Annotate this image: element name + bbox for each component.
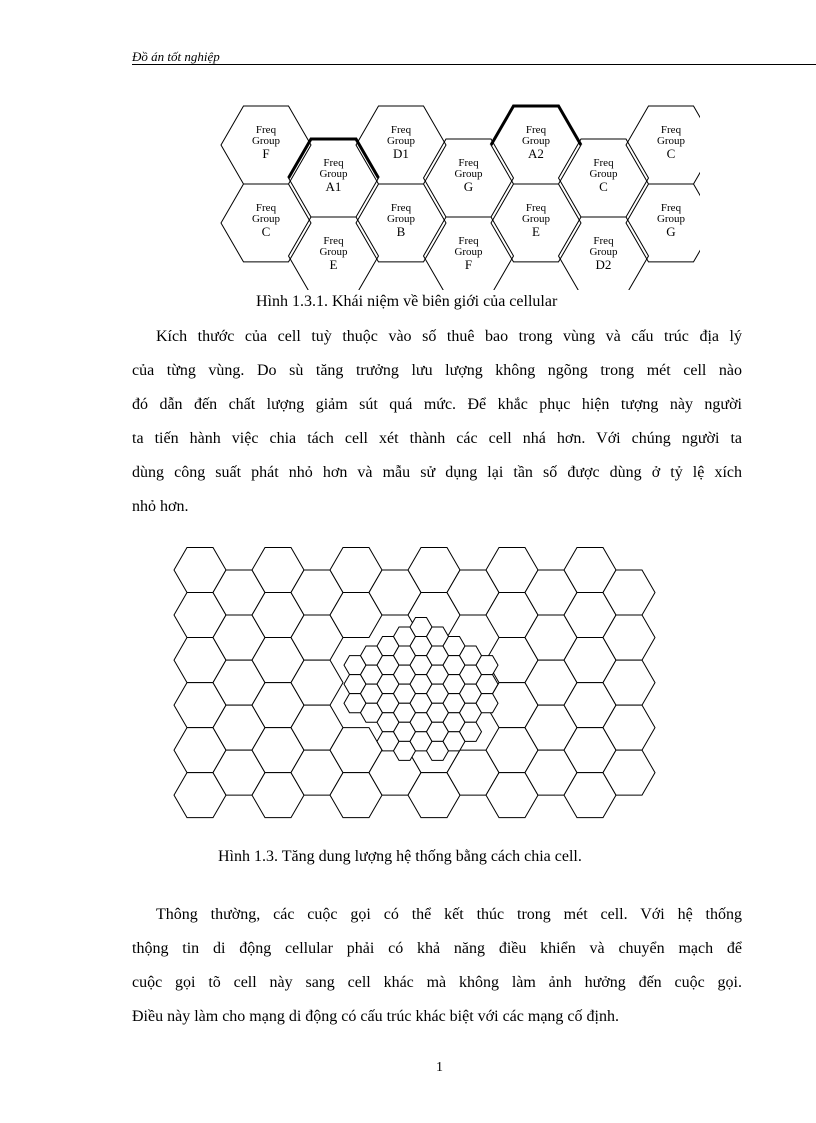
group-label: Group: [319, 245, 348, 258]
group-label: Group: [319, 168, 348, 180]
paragraph-2-line: cuộc gọi tõ cell này sang cell khác mà không làm ảnh hưởng đến cuộc gọi.: [132, 974, 742, 991]
group-label: Group: [589, 168, 618, 180]
paragraph-1-line: ta tiến hành việc chia tách cell xét thành các cell nhá hơn. Với chúng người ta: [132, 430, 742, 447]
group-id-label: F: [464, 256, 473, 272]
paragraph-2-line: Điều này làm cho mạng di động có cấu trúc khác biệt với các mạng cố định.: [132, 1008, 619, 1025]
paragraph-2-line: Thông thường, các cuộc gọi có thể kết thúc trong mét cell. Với hệ thống: [156, 906, 742, 923]
freq-group-cell: [491, 106, 581, 184]
freq-group-cell: [289, 139, 379, 217]
page-number: 1: [436, 1060, 443, 1075]
freq-label: Freq: [458, 157, 479, 169]
group-id-label: A2: [528, 146, 544, 161]
freq-group-cell: [221, 184, 311, 262]
paragraph-1: [132, 320, 742, 524]
freq-label: Freq: [660, 124, 682, 136]
group-label: Group: [251, 135, 281, 147]
group-id-label: C: [261, 223, 271, 239]
freq-label: Freq: [660, 201, 682, 214]
group-id-label: B: [396, 223, 406, 239]
freq-group-cell: [424, 217, 514, 290]
group-label: Group: [521, 212, 551, 225]
group-id-label: A1: [325, 179, 342, 194]
small-hex-cell: [460, 722, 482, 741]
group-id-label: F: [262, 146, 270, 161]
small-hex-cell: [476, 694, 498, 713]
cell-splitting-hex-diagram: [160, 535, 680, 835]
freq-label: Freq: [390, 201, 412, 214]
freq-group-cell: [559, 139, 649, 217]
freq-group-cell: [424, 139, 514, 217]
small-hex-cell: [476, 675, 498, 694]
freq-group-cell: [356, 184, 446, 262]
figure2-caption: Hình 1.3. Tăng dung lượng hệ thống bằng cách chia cell.: [218, 848, 582, 865]
freq-label: Freq: [458, 234, 479, 247]
group-label: Group: [454, 168, 483, 180]
document-header-title: Đồ án tốt nghiệp: [132, 49, 220, 64]
paragraph-1-line: đó dẫn đến chất lượng giảm sút quá mức. Để khắc phục hiện tượng này người: [132, 396, 742, 413]
paragraph-2-line: thộng tin di động cellular phải có khả năng điều khiển và chuyển mạch để: [132, 940, 742, 957]
freq-label: Freq: [525, 201, 547, 214]
freq-group-cell: [356, 106, 446, 184]
group-id-label: C: [666, 146, 676, 161]
group-label: Group: [386, 212, 416, 225]
paragraph-2: [132, 898, 742, 1034]
group-id-label: E: [532, 223, 540, 239]
freq-group-cell: [626, 184, 700, 262]
group-label: Group: [454, 245, 483, 258]
group-id-label: G: [463, 179, 474, 194]
group-id-label: C: [599, 179, 608, 194]
paragraph-1-line: của từng vùng. Do sù tăng trưởng lưu lượng không ngõng trong mét cell nào: [132, 362, 742, 379]
group-id-label: D2: [595, 256, 612, 272]
freq-label: Freq: [525, 124, 547, 136]
freq-group-cell: [221, 106, 311, 184]
freq-group-cell: [289, 217, 379, 290]
group-label: Group: [656, 135, 686, 147]
group-id-label: E: [329, 256, 338, 272]
freq-label: Freq: [593, 157, 614, 169]
paragraph-1-line: nhỏ hơn.: [132, 498, 189, 515]
group-label: Group: [656, 212, 686, 225]
small-hex-cell: [476, 656, 498, 675]
group-label: Group: [251, 212, 281, 225]
group-label: Group: [386, 135, 416, 147]
freq-label: Freq: [593, 234, 614, 247]
freq-group-cell: [491, 184, 581, 262]
paragraph-1-line: Kích thước của cell tuỳ thuộc vào số thuê bao trong vùng và cấu trúc địa lý: [156, 328, 742, 345]
group-label: Group: [589, 245, 618, 258]
group-id-label: G: [666, 223, 676, 239]
freq-label: Freq: [255, 124, 277, 136]
freq-group-cell: [559, 217, 649, 290]
freq-group-cell: [626, 106, 700, 184]
freq-label: Freq: [323, 157, 344, 169]
freq-label: Freq: [323, 234, 344, 247]
group-label: Group: [521, 135, 551, 147]
freq-label: Freq: [255, 201, 277, 214]
group-id-label: D1: [393, 146, 409, 161]
frequency-group-hex-diagram: [210, 100, 700, 290]
figure1-caption: Hình 1.3.1. Khái niệm về biên giới của cellular: [256, 293, 558, 310]
paragraph-1-line: dùng công suất phát nhỏ hơn và mẫu sử dụng lại tần số được dùng ở tỷ lệ xích: [132, 464, 742, 481]
header-rule: [132, 64, 816, 65]
freq-label: Freq: [390, 124, 412, 136]
